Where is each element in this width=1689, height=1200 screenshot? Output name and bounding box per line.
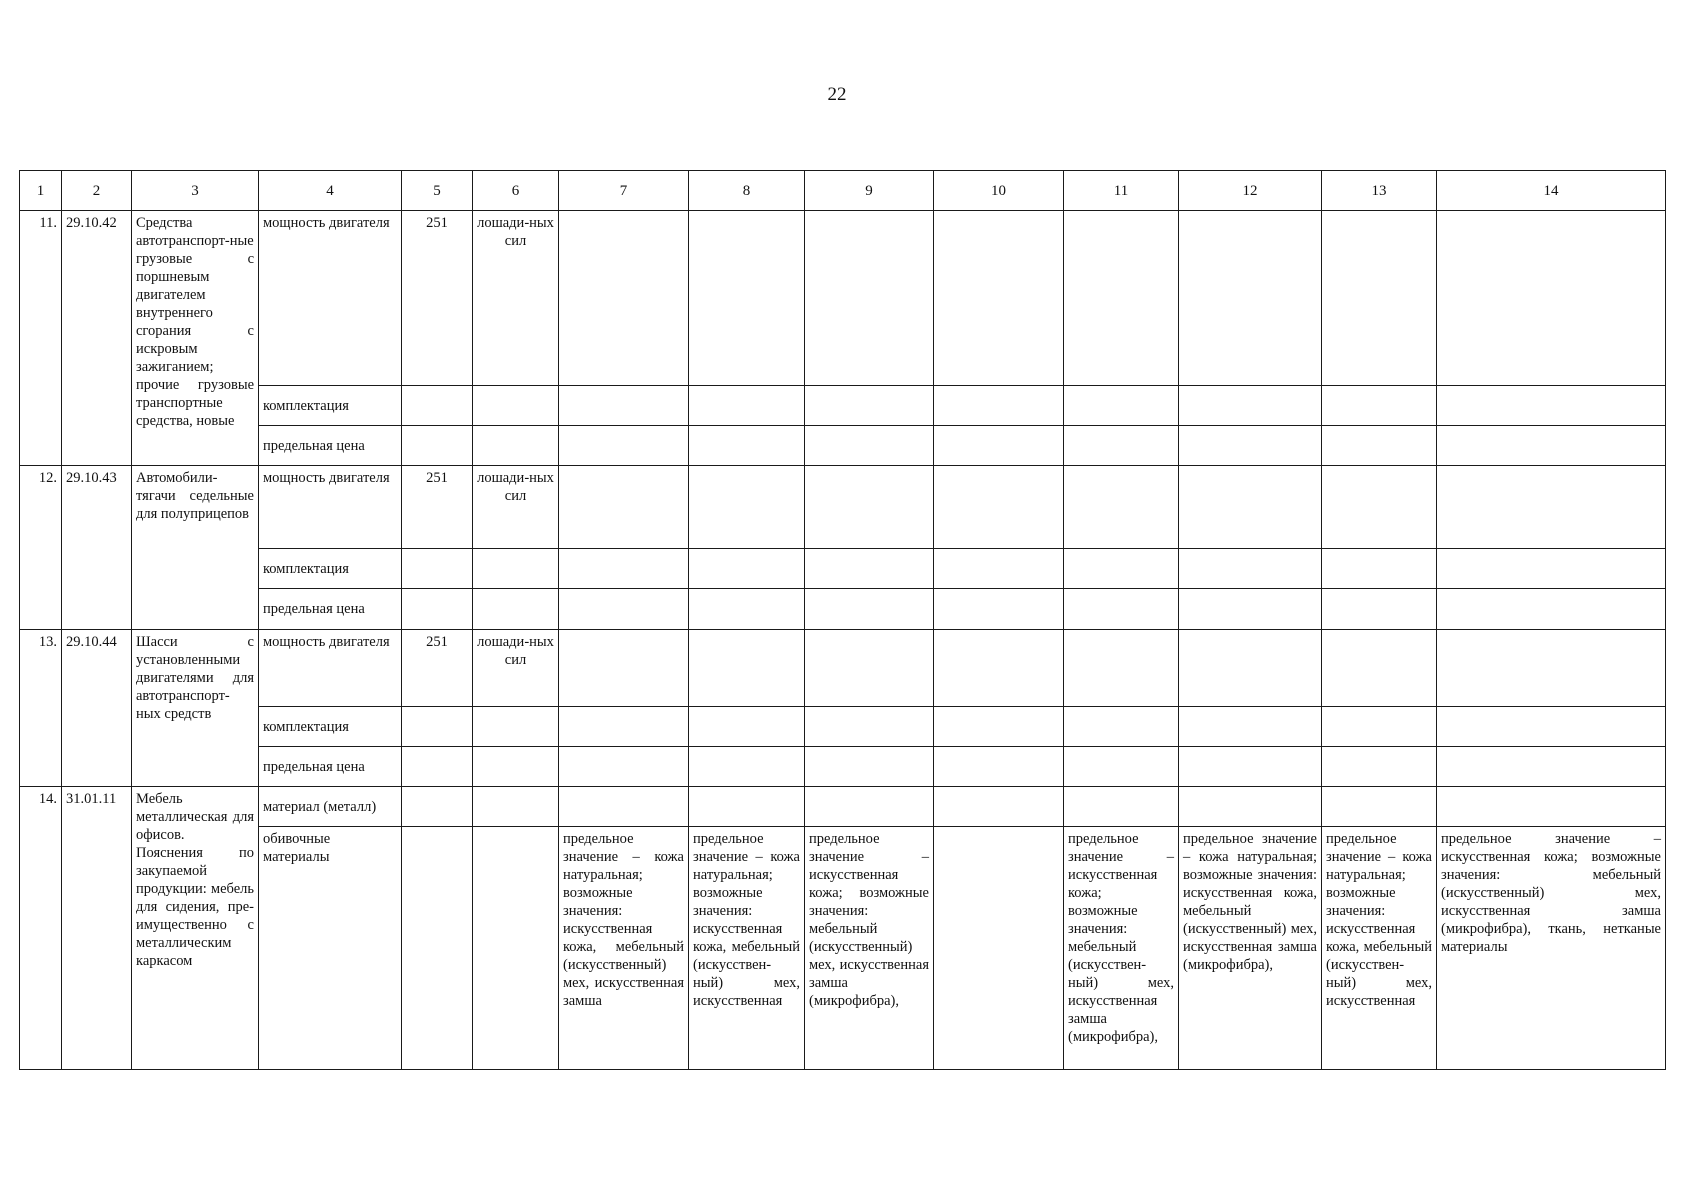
characteristic-label: комплектация [259, 707, 402, 747]
requirements-table [19, 170, 1666, 1070]
characteristic-label: мощность двигателя [259, 211, 402, 386]
characteristic-label: обивочные материалы [259, 827, 402, 1070]
row-number: 12. [20, 466, 62, 630]
row-number: 14. [20, 787, 62, 1070]
characteristic-label: предельная цена [259, 747, 402, 787]
table-row [20, 211, 1666, 386]
unit-code: 251 [402, 211, 473, 386]
okpd-code: 29.10.44 [62, 630, 132, 787]
characteristic-label: предельная цена [259, 589, 402, 630]
table-row [20, 827, 1666, 1070]
header-cell: 2 [62, 171, 132, 211]
header-cell: 14 [1437, 171, 1666, 211]
requirement-col14: предельное значение – искусственная кожа; возможные значения: мебельный (искусственный) мех, искусственная замша (микрофибра), ткань, нетканые материалы [1437, 827, 1666, 1070]
row-number: 11. [20, 211, 62, 466]
header-cell: 7 [559, 171, 689, 211]
table-row [20, 787, 1666, 827]
header-cell: 6 [473, 171, 559, 211]
header-cell: 5 [402, 171, 473, 211]
product-name: Средства автотранспорт-ные грузовые с поршневым двигателем внутреннего сгорания с искровым зажиганием; прочие грузовые транспортные средства, новые [132, 211, 259, 466]
okpd-code: 31.01.11 [62, 787, 132, 1070]
product-name: Шасси с установленными двигателями для автотранспорт-ных средств [132, 630, 259, 787]
product-name: Мебель металлическая для офисов. Пояснения по закупаемой продукции: мебель для сидения, пре-имущественно с металлическим каркасом [132, 787, 259, 1070]
header-cell: 12 [1179, 171, 1322, 211]
characteristic-label: материал (металл) [259, 787, 402, 827]
table-row [20, 466, 1666, 549]
table-row [20, 386, 1666, 426]
unit-name: лошади-ных сил [473, 466, 559, 549]
requirement-col7: предельное значение – кожа натуральная; возможные значения: искусственная кожа, мебельный (искусственный) мех, искусственная замша [559, 827, 689, 1070]
header-row [20, 171, 1666, 211]
header-cell: 10 [934, 171, 1064, 211]
requirement-col8: предельное значение – кожа натуральная; возможные значения: искусственная кожа, мебельный (искусствен-ный) мех, искусственная [689, 827, 805, 1070]
header-cell: 8 [689, 171, 805, 211]
product-name: Автомобили-тягачи седельные для полуприцепов [132, 466, 259, 630]
table-row [20, 630, 1666, 707]
table-row [20, 747, 1666, 787]
characteristic-label: мощность двигателя [259, 466, 402, 549]
table-row [20, 707, 1666, 747]
characteristic-label: комплектация [259, 549, 402, 589]
unit-name: лошади-ных сил [473, 211, 559, 386]
row-number: 13. [20, 630, 62, 787]
okpd-code: 29.10.42 [62, 211, 132, 466]
table-row [20, 589, 1666, 630]
header-cell: 4 [259, 171, 402, 211]
requirement-col9: предельное значение – искусственная кожа; возможные значения: мебельный (искусственный) мех, искусственная замша (микрофибра), [805, 827, 934, 1070]
requirement-col10 [934, 827, 1064, 1070]
table-row [20, 549, 1666, 589]
characteristic-label: комплектация [259, 386, 402, 426]
requirement-col11: предельное значение – искусственная кожа; возможные значения: мебельный (искусствен-ный) мех, искусственная замша (микрофибра), [1064, 827, 1179, 1070]
unit-code: 251 [402, 630, 473, 707]
characteristic-label: предельная цена [259, 426, 402, 466]
requirement-col12: предельное значение – кожа натуральная; возможные значения: искусственная кожа, мебельный (искусственный) мех, искусственная замша (микрофибра), [1179, 827, 1322, 1070]
okpd-code: 29.10.43 [62, 466, 132, 630]
characteristic-label: мощность двигателя [259, 630, 402, 707]
header-cell: 9 [805, 171, 934, 211]
header-cell: 3 [132, 171, 259, 211]
header-cell: 11 [1064, 171, 1179, 211]
unit-code: 251 [402, 466, 473, 549]
header-cell: 1 [20, 171, 62, 211]
requirement-col13: предельное значение – кожа натуральная; возможные значения: искусственная кожа, мебельный (искусствен-ный) мех, искусственная [1322, 827, 1437, 1070]
unit-name: лошади-ных сил [473, 630, 559, 707]
page-number: 22 [827, 84, 847, 105]
table-row [20, 426, 1666, 466]
header-cell: 13 [1322, 171, 1437, 211]
